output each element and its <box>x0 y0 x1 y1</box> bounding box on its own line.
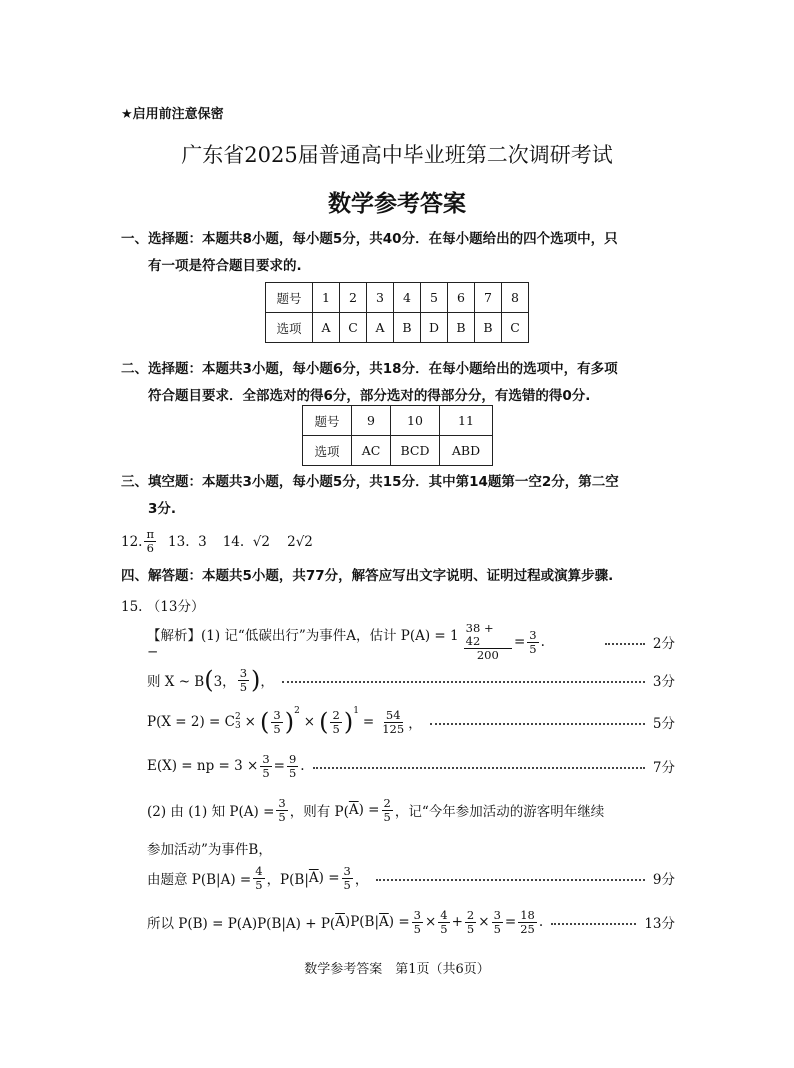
fraction-denominator: 5 <box>413 921 421 936</box>
fraction-numerator: 4 <box>440 907 448 922</box>
fraction <box>527 629 538 656</box>
fraction <box>382 797 393 824</box>
fraction-denominator: 200 <box>476 648 499 662</box>
row-label-answer: 选项 <box>303 436 352 466</box>
complement-symbol: $\overline{A}$ <box>335 914 345 930</box>
q13-answer: 13. 3 <box>168 533 207 550</box>
answer-cell: A <box>313 313 340 343</box>
question-number: 4 <box>394 283 421 313</box>
section1-line2: 有一项是符合题目要求的. <box>148 258 302 274</box>
fraction-numerator: 3 <box>262 751 270 766</box>
fraction-denominator: 125 <box>382 721 405 736</box>
solution-text: ，记“今年参加活动的游客明年继续 <box>394 804 605 820</box>
solution-line-4: E(X) = np = 3 × $\frac{3}{5}$ = $\frac{9}{5}$ . 7分 <box>147 751 675 780</box>
fraction <box>438 909 449 936</box>
exponent: 1 <box>353 706 359 716</box>
fraction-numerator: 9 <box>288 751 297 766</box>
fraction <box>465 909 476 936</box>
page-footer: 数学参考答案 第1页（共6页） <box>304 962 490 977</box>
leader-dots <box>430 723 645 725</box>
fraction-denominator: 5 <box>255 877 263 892</box>
fraction-numerator: 38 + 42 <box>464 622 512 649</box>
solution-line-8: 所以 P(B) = P(A)P(B|A) + P( $\overline{A}$ )P(B| $\overline{A}$ ) = $\frac{3}{5}$ × $\frac{4}{5}$ + $\frac{2}{5}$ × $\frac{3}{5}$ = $\frac{18}{25}$ . 13分 <box>147 907 675 936</box>
table-row <box>266 283 529 313</box>
question-number: 11 <box>440 406 493 436</box>
row-label-question: 题号 <box>266 283 313 313</box>
fraction-numerator: 54 <box>385 707 401 722</box>
answer-cell: A <box>367 313 394 343</box>
table-row <box>303 406 493 436</box>
answer-cell: C <box>340 313 367 343</box>
fraction-numerator: 3 <box>529 627 537 642</box>
solution-text: (2) 由 (1) 知 P(A) = <box>147 804 275 820</box>
fraction <box>260 753 271 780</box>
answer-cell: AC <box>352 436 391 466</box>
fraction <box>330 709 341 736</box>
solution-text: ，P(B| <box>266 872 309 888</box>
section2-line1: 二、选择题：本题共3小题，每小题6分，共18分．在每小题给出的选项中，有多项 <box>121 361 618 377</box>
fraction-denominator: 5 <box>262 765 270 780</box>
solution-text: 则 X ~ B <box>147 674 205 690</box>
fraction-numerator: 2 <box>466 907 475 922</box>
section2-answer-table <box>302 405 493 466</box>
question-number: 1 <box>313 283 340 313</box>
leader-dots <box>605 643 645 645</box>
q14-answer: 14. √2 2√2 <box>222 533 313 550</box>
fraction <box>492 909 503 936</box>
section3-line1: 三、填空题：本题共3小题，每小题5分，共15分．其中第14题第一空2分，第二空 <box>121 474 619 490</box>
solution-text: )P(B| <box>344 914 380 930</box>
score-points: 9分 <box>652 872 675 888</box>
question-number: 2 <box>340 283 367 313</box>
fraction-denominator: 5 <box>466 921 475 936</box>
fraction-numerator: 18 <box>520 907 535 922</box>
fraction-denominator: 5 <box>288 765 297 780</box>
fraction-numerator: 3 <box>273 707 281 722</box>
fraction-denominator: 5 <box>493 921 501 936</box>
score-points: 5分 <box>652 716 675 732</box>
fraction-numerator: π <box>146 527 155 541</box>
solution-text: ，则有 P( <box>289 804 349 820</box>
fraction-denominator: 5 <box>273 721 281 736</box>
question-number: 9 <box>352 406 391 436</box>
fraction <box>342 865 353 892</box>
score-points: 3分 <box>652 674 675 690</box>
solution-line-1: 【解析】(1) 记“低碳出行”为事件A，估计 P(A) = 1 − $\frac{38 + 42}{200}$ = $\frac{3}{5}$ . 2分 <box>147 621 675 662</box>
fraction <box>287 753 298 780</box>
table-row <box>266 313 529 343</box>
question-number: 7 <box>475 283 502 313</box>
fraction-numerator: 3 <box>493 907 501 922</box>
section3-line2: 3分. <box>148 501 177 517</box>
table-row <box>303 436 493 466</box>
fraction-denominator: 5 <box>239 679 248 694</box>
score-points: 2分 <box>652 636 675 652</box>
score-points: 7分 <box>652 760 675 776</box>
fraction-numerator: 3 <box>343 863 351 878</box>
answer-cell: B <box>448 313 475 343</box>
subscript: 3 <box>234 721 241 731</box>
solution-text: 由题意 P(B|A) = <box>147 872 252 888</box>
solution-line-2: 则 X ~ B ( 3， $\frac{3}{5}$ ) ， 3分 <box>147 665 675 694</box>
solution-line-7: 由题意 P(B|A) = $\frac{4}{5}$ ，P(B| $\overline{A}$ ) = $\frac{3}{5}$ ， 9分 <box>147 863 675 892</box>
fraction <box>518 909 537 936</box>
answer-key-title: 数学参考答案 <box>328 191 466 217</box>
section4-instructions: 四、解答题：本题共5小题，共77分，解答应写出文字说明、证明过程或演算步骤. <box>121 568 614 584</box>
complement-symbol: $\overline{A}$ <box>348 802 359 818</box>
section2-line2: 符合题目要求．全部选对的得6分，部分选对的得部分分，有选错的得0分. <box>148 388 591 404</box>
question-number: 10 <box>391 406 440 436</box>
fraction <box>276 797 287 824</box>
fraction <box>271 709 282 736</box>
leader-dots <box>551 923 636 925</box>
fraction-numerator: 2 <box>332 707 340 722</box>
solution-text: 3， <box>213 674 236 690</box>
complement-symbol: $\overline{A}$ <box>308 870 319 886</box>
fraction-numerator: 2 <box>383 795 391 810</box>
solution-line-6: 参加活动”为事件B， <box>147 842 272 858</box>
question-number: 3 <box>367 283 394 313</box>
fraction-denominator: 6 <box>146 541 154 555</box>
fraction <box>380 709 406 736</box>
fraction <box>412 909 423 936</box>
complement-symbol: $\overline{A}$ <box>379 914 389 930</box>
solution-text: 所以 P(B) = P(A)P(B|A) + P( <box>147 916 336 932</box>
fraction-denominator: 5 <box>383 809 391 824</box>
question-number: 6 <box>448 283 475 313</box>
answer-cell: C <box>502 313 529 343</box>
fraction-denominator: 5 <box>332 721 340 736</box>
solution-text: ) = <box>358 802 380 818</box>
leader-dots <box>376 879 645 881</box>
section1-line1: 一、选择题：本题共8小题，每小题5分，共40分．在每小题给出的四个选项中，只 <box>121 231 618 247</box>
solution-text: 【解析】(1) 记“低碳出行”为事件A，估计 P(A) = 1 − <box>147 628 459 660</box>
row-label-answer: 选项 <box>266 313 313 343</box>
solution-line-3: P(X = 2) = C 2 3 × ( $\frac{3}{5}$ ) 2 × ( $\frac{2}{5}$ ) 1 = $\frac{54}{125}$ ， 5分 <box>147 706 675 736</box>
fraction-numerator: 4 <box>255 863 263 878</box>
answer-cell: ABD <box>440 436 493 466</box>
solution-line-5 <box>147 790 675 830</box>
q12-label: 12. <box>121 533 143 550</box>
question-number: 8 <box>502 283 529 313</box>
q12-fraction <box>144 528 156 555</box>
fraction-numerator: 3 <box>413 907 421 922</box>
answer-cell: BCD <box>391 436 440 466</box>
fraction <box>238 667 249 694</box>
section2-instructions <box>121 356 681 410</box>
solution-text: ) = <box>388 914 410 930</box>
score-points: 13分 <box>644 916 675 932</box>
fraction-denominator: 5 <box>440 921 448 936</box>
solution-text: P(X = 2) = C <box>147 714 235 730</box>
fraction-numerator: 3 <box>239 665 248 680</box>
fraction-denominator: 25 <box>520 921 535 936</box>
section1-answer-table <box>265 282 529 343</box>
exam-title: 广东省2025届普通高中毕业班第二次调研考试 <box>181 143 613 167</box>
leader-dots <box>282 681 645 683</box>
fill-in-answers <box>121 528 313 555</box>
fraction-denominator: 5 <box>343 877 351 892</box>
superscript: 2 <box>234 712 241 722</box>
question-number: 5 <box>421 283 448 313</box>
exponent: 2 <box>294 706 300 716</box>
solution-text: ) = <box>318 870 340 886</box>
fraction-denominator: 5 <box>278 809 286 824</box>
fraction <box>253 865 264 892</box>
fraction <box>464 622 512 662</box>
fraction-denominator: 5 <box>529 641 537 656</box>
answer-cell: B <box>475 313 502 343</box>
section3-instructions <box>121 469 681 523</box>
q15-heading: 15. （13分） <box>121 599 205 615</box>
confidential-notice: ★启用前注意保密 <box>121 107 224 122</box>
equals-sign: = <box>513 634 526 650</box>
fraction-numerator: 3 <box>278 795 286 810</box>
answer-cell: B <box>394 313 421 343</box>
leader-dots <box>313 767 645 769</box>
row-label-question: 题号 <box>303 406 352 436</box>
solution-text: E(X) = np = 3 × <box>147 758 259 774</box>
section1-instructions <box>121 226 681 280</box>
answer-cell: D <box>421 313 448 343</box>
